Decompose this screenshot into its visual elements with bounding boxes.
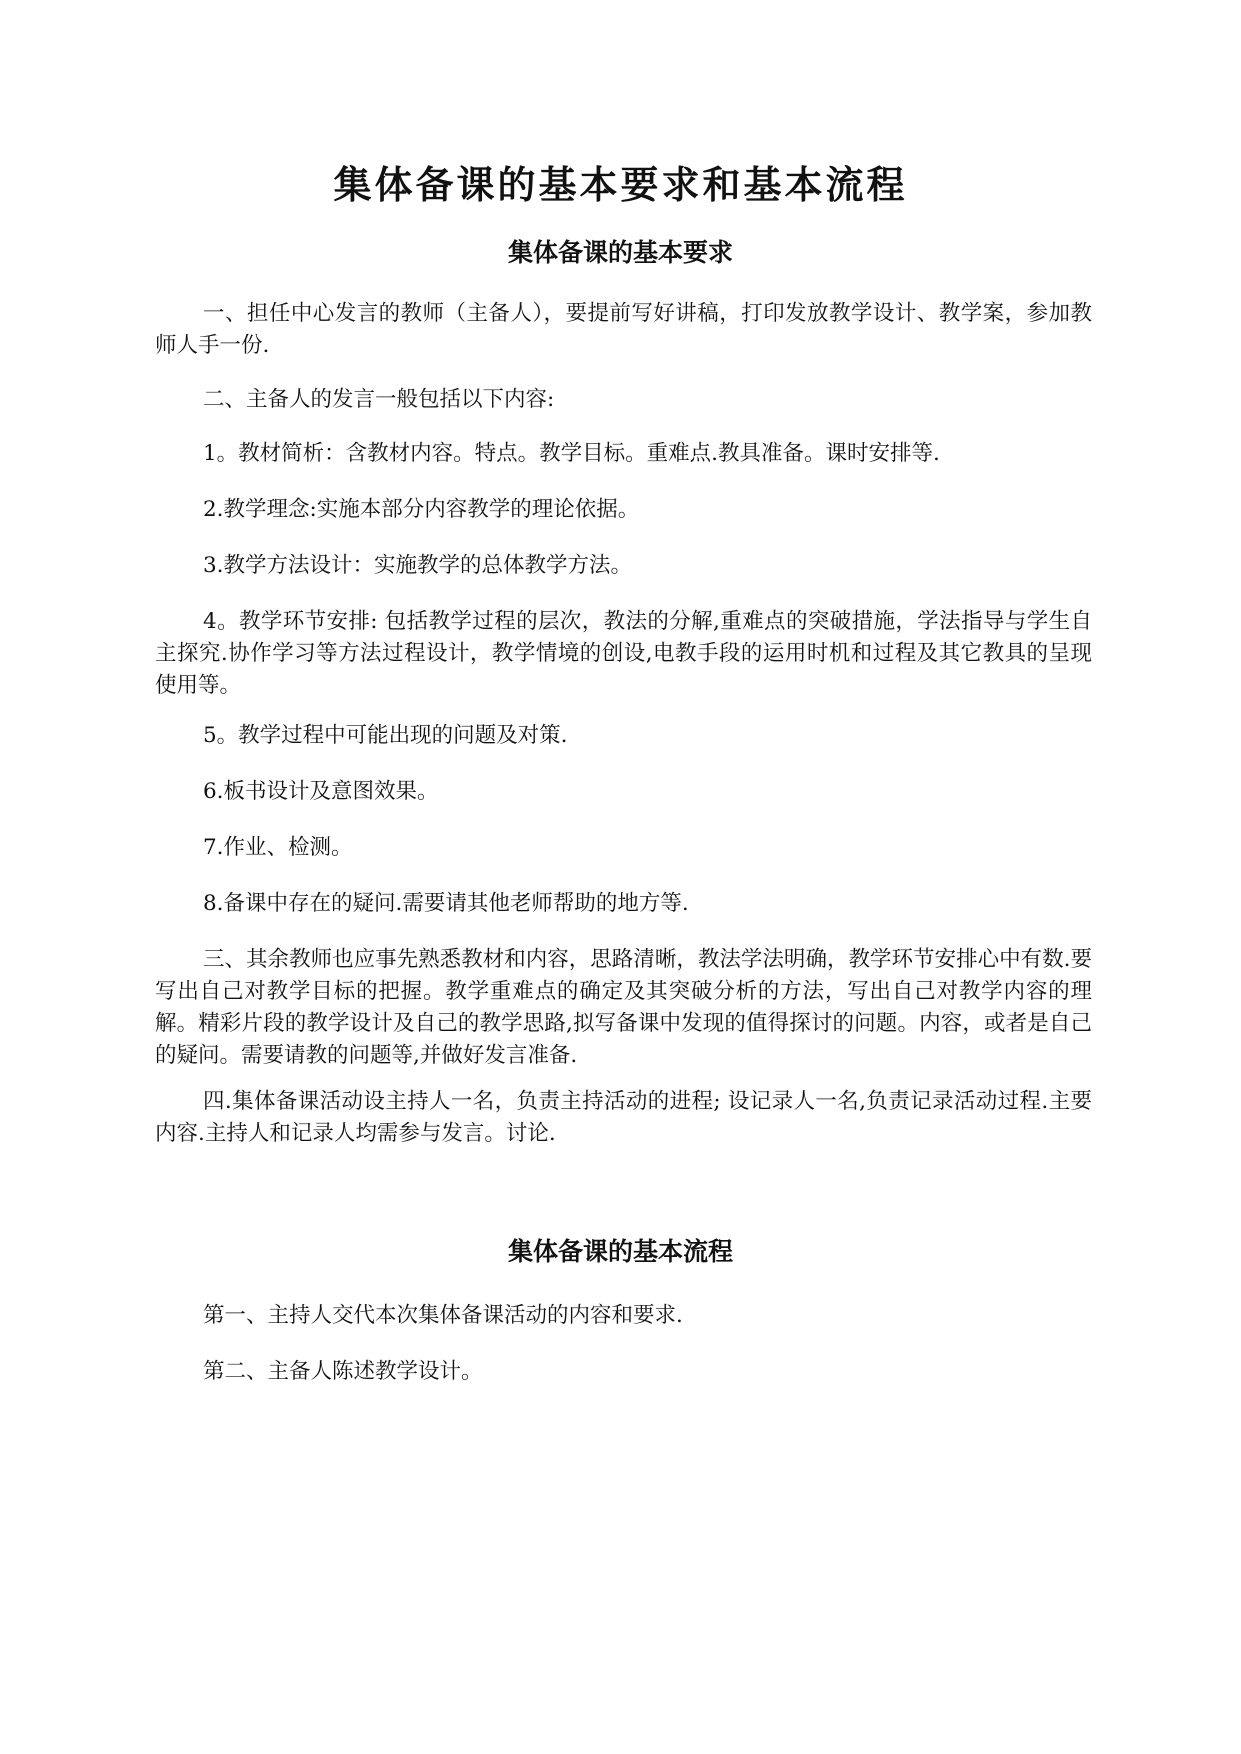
paragraph-req-6: 4。教学环节安排: 包括教学过程的层次，教法的分解,重难点的突破措施，学法指导与学生自主探究.协作学习等方法过程设计，教学情境的创设,电教手段的运用时机和过程及其它教具的呈现使用等。 bbox=[155, 609, 1092, 698]
paragraph-req-2: 二、主备人的发言一般包括以下内容: bbox=[203, 387, 555, 412]
paragraph-req-12: 四.集体备课活动设主持人一名，负责主持活动的进程; 设记录人一名,负责记录活动过程.主要内容.主持人和记录人均需参与发言。讨论. bbox=[155, 1089, 1092, 1146]
paragraph-req-5: 3.教学方法设计：实施教学的总体教学方法。 bbox=[203, 553, 633, 578]
paragraph-req-9: 7.作业、检测。 bbox=[203, 835, 353, 860]
section-heading-requirements: 集体备课的基本要求 bbox=[507, 238, 733, 267]
paragraph-req-7: 5。教学过程中可能出现的问题及对策. bbox=[203, 723, 568, 748]
paragraph-req-4: 2.教学理念:实施本部分内容教学的理论依据。 bbox=[203, 497, 640, 522]
paragraph-req-3: 1。教材简析：含教材内容。特点。教学目标。重难点.教具准备。课时安排等. bbox=[203, 441, 940, 466]
paragraph-req-8: 6.板书设计及意图效果。 bbox=[203, 779, 439, 804]
document-title: 集体备课的基本要求和基本流程 bbox=[333, 162, 908, 207]
paragraph-proc-2: 第二、主备人陈述教学设计。 bbox=[203, 1359, 483, 1384]
section-heading-process: 集体备课的基本流程 bbox=[507, 1237, 733, 1266]
paragraph-req-11: 三、其余教师也应事先熟悉教材和内容，思路清晰，教法学法明确，教学环节安排心中有数.要写出自己对教学目标的把握。教学重难点的确定及其突破分析的方法，写出自己对教学内容的理解。精彩片段的教学设计及自己的教学思路,拟写备课中发现的值得探讨的问题。内容，或者是自己的疑问。需要请教的问题等,并做好发言准备. bbox=[155, 947, 1092, 1068]
paragraph-req-1: 一、担任中心发言的教师（主备人），要提前写好讲稿，打印发放教学设计、教学案，参加教师人手一份. bbox=[155, 301, 1092, 358]
paragraph-proc-1: 第一、主持人交代本次集体备课活动的内容和要求. bbox=[203, 1303, 683, 1328]
paragraph-req-10: 8.备课中存在的疑问.需要请其他老师帮助的地方等. bbox=[203, 891, 689, 916]
